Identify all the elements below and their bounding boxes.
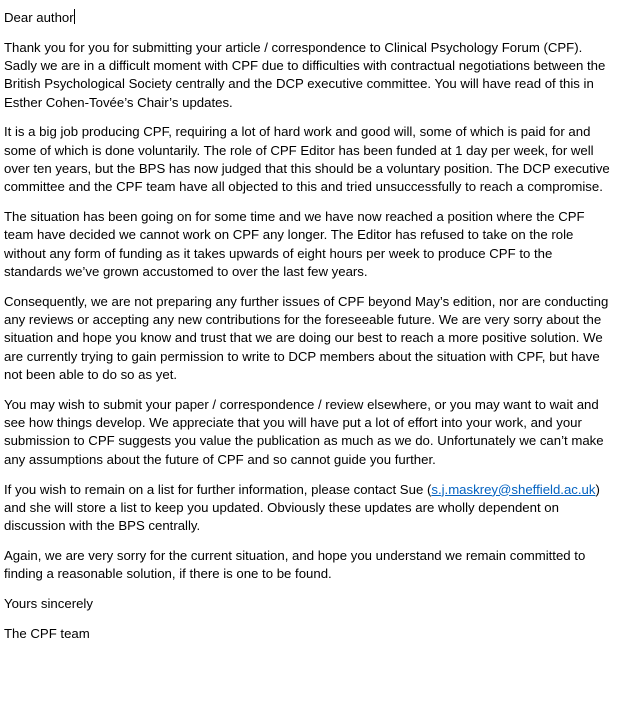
paragraph-5-text: You may wish to submit your paper / correspondence / review elsewhere, or you may want to wait and see how things develop. We appreciate that you will have put a lot of effort into your work, and your submission to CPF suggests you value the publication as much as we do. Unfortunately we can’t make any assumptions about the future of CPF and so cannot guide you further.	[4, 396, 604, 467]
paragraph-4	[4, 293, 611, 384]
paragraph-4-text: Consequently, we are not preparing any further issues of CPF beyond May’s edition, nor are conducting any reviews or accepting any new contributions for the foreseeable future. We are very sorry about the situation and hope you know and trust that we are doing our best to reach a more positive solution. We are currently trying to gain permission to write to DCP members about the situation with CPF, but have not been able to do so as yet.	[4, 293, 609, 383]
closing-text: Yours sincerely	[4, 596, 93, 612]
salutation-text: Dear author	[4, 10, 74, 25]
paragraph-6-text-before: If you wish to remain on a list for further information, please contact Sue (	[4, 481, 432, 497]
text-cursor	[74, 9, 75, 24]
signature-text: The CPF team	[4, 625, 90, 641]
paragraph-6-text-after: ) and she will store a list to keep you updated. Obviously these updates are wholly dependent on discussion with the BPS centrally.	[4, 481, 600, 534]
signature	[4, 625, 611, 643]
closing	[4, 595, 611, 613]
paragraph-7	[4, 547, 611, 584]
contact-email-link[interactable]: s.j.maskrey@sheffield.ac.uk	[431, 481, 596, 497]
paragraph-5	[4, 396, 611, 469]
paragraph-1-text: Thank you for you for submitting your article / correspondence to Clinical Psychology Forum (CPF). Sadly we are in a difficult moment with CPF due to difficulties with contractual negotiations between the British Psychological Society centrally and the DCP executive committee. You will have read of this in Esther Cohen-Tovée’s Chair’s updates.	[4, 39, 606, 110]
paragraph-2	[4, 123, 611, 196]
paragraph-3-text: The situation has been going on for some time and we have now reached a position where the CPF team have decided we cannot work on CPF any longer. The Editor has refused to take on the role without any form of funding as it takes upwards of eight hours per week to produce CPF to the standards we’ve grown accustomed to over the last few years.	[4, 209, 585, 280]
paragraph-6	[4, 481, 611, 536]
paragraph-3	[4, 208, 611, 281]
paragraph-1	[4, 39, 611, 112]
salutation	[4, 9, 611, 27]
paragraph-7-text: Again, we are very sorry for the current situation, and hope you understand we remain committed to finding a reasonable solution, if there is one to be found.	[4, 547, 586, 582]
paragraph-2-text: It is a big job producing CPF, requiring a lot of hard work and good will, some of which is paid for and some of which is done voluntarily. The role of CPF Editor has been funded at 1 day per week, for well over ten years, but the BPS has now judged that this should be a voluntary position. The DCP executive committee and the CPF team have all objected to this and tried unsuccessfully to reach a compromise.	[4, 124, 610, 195]
